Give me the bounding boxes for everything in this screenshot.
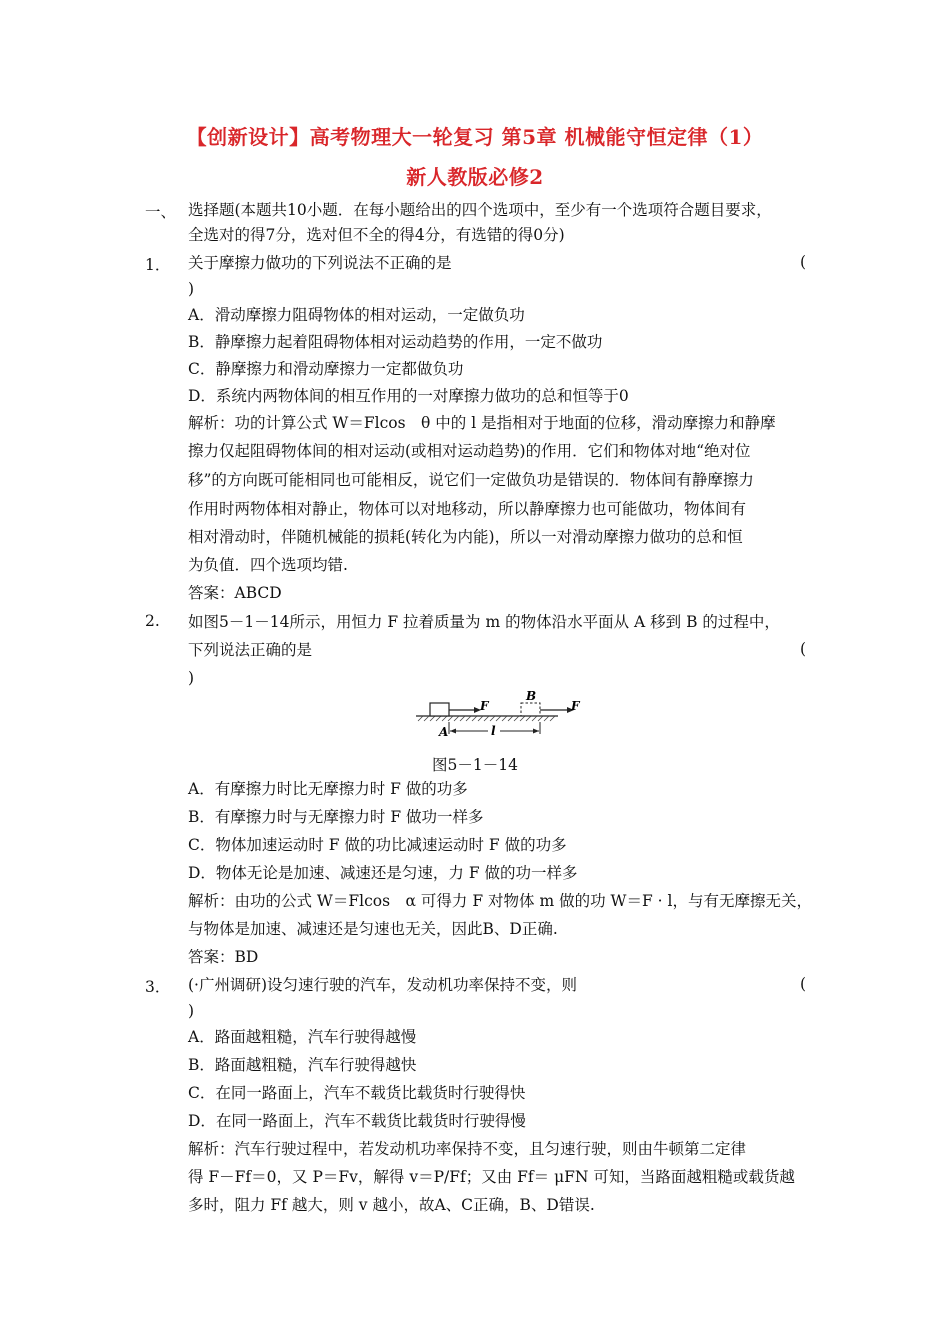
q3-option-c: C．在同一路面上，汽车不载货比载货时行驶得快	[188, 1084, 526, 1102]
document-title-line2: 新人教版必修2	[406, 165, 544, 189]
q2-figure-caption: 图5－1－14	[432, 756, 518, 774]
q1-answer: 答案：ABCD	[188, 584, 282, 602]
section-intro-line1: 选择题(本题共10小题．在每小题给出的四个选项中，至少有一个选项符合题目要求，	[188, 201, 772, 219]
ground-hatching	[418, 716, 555, 721]
q1-analysis-line1: 解析：功的计算公式 W＝Flcos θ 中的 l 是指相对于地面的位移，滑动摩擦力和静摩	[188, 414, 776, 432]
q3-number: 3．	[145, 978, 171, 996]
q3-option-b: B．路面越粗糙，汽车行驶得越快	[188, 1056, 417, 1074]
q3-stem: (·广州调研)设匀速行驶的汽车，发动机功率保持不变，则	[188, 976, 578, 994]
q2-analysis-line2: 与物体是加速、减速还是匀速也无关，因此B、D正确.	[188, 920, 558, 938]
q2-paren-open: (	[800, 640, 807, 658]
q1-option-b: B．静摩擦力起着阻碍物体相对运动趋势的作用，一定不做功	[188, 333, 603, 351]
label-b: B	[526, 689, 537, 703]
q3-analysis-line3: 多时，阻力 Ff 越大，则 v 越小，故A、C正确，B、D错误.	[188, 1196, 595, 1214]
q2-stem-line1: 如图5－1－14所示，用恒力 F 拉着质量为 m 的物体沿水平面从 A 移到 B 的过程中，	[188, 613, 780, 631]
q3-paren-close: )	[188, 1002, 195, 1020]
q1-paren-open: (	[800, 253, 807, 271]
block-at-b	[521, 703, 540, 716]
label-a: A	[439, 725, 449, 739]
q3-option-a: A．路面越粗糙，汽车行驶得越慢	[188, 1028, 417, 1046]
q3-paren-open: (	[800, 975, 807, 993]
section-number: 一、	[145, 203, 177, 221]
displacement-arrow-left	[450, 729, 456, 734]
q1-stem: 关于摩擦力做功的下列说法不正确的是	[188, 254, 452, 272]
q1-analysis-line2: 擦力仅起阻碍物体间的相对运动(或相对运动趋势)的作用．它们和物体对地“绝对位	[188, 442, 751, 460]
q3-option-d: D．在同一路面上，汽车不载货比载货时行驶得慢	[188, 1112, 526, 1130]
q1-paren-close: )	[188, 280, 195, 298]
q2-paren-close: )	[188, 669, 195, 687]
q3-analysis-line1: 解析：汽车行驶过程中，若发动机功率保持不变，且匀速行驶，则由牛顿第二定律	[188, 1140, 747, 1158]
q2-number: 2.	[145, 612, 160, 630]
q2-option-a: A．有摩擦力时比无摩擦力时 F 做的功多	[188, 780, 468, 798]
q1-option-d: D．系统内两物体间的相互作用的一对摩擦力做功的总和恒等于0	[188, 387, 629, 405]
q1-number: 1．	[145, 256, 171, 274]
section-intro-line2: 全选对的得7分，选对但不全的得4分，有选错的得0分)	[188, 226, 565, 244]
q2-option-c: C．物体加速运动时 F 做的功比减速运动时 F 做的功多	[188, 836, 567, 854]
label-l: l	[491, 724, 496, 738]
label-f2: F	[571, 699, 580, 713]
q1-analysis-line6: 为负值．四个选项均错.	[188, 556, 348, 574]
q1-analysis-line5: 相对滑动时，伴随机械能的损耗(转化为内能)，所以一对滑动摩擦力做功的总和恒	[188, 528, 743, 546]
q3-analysis-line2: 得 F－Ff＝0，又 P＝Fv，解得 v＝P/Ff；又由 Ff＝ μFN 可知，当路面越粗糙或载货越	[188, 1168, 795, 1186]
q1-analysis-line3: 移”的方向既可能相同也可能相反，说它们一定做负功是错误的．物体间有静摩擦力	[188, 471, 754, 489]
q2-option-b: B．有摩擦力时与无摩擦力时 F 做功一样多	[188, 808, 484, 826]
q2-option-d: D．物体无论是加速、减速还是匀速，力 F 做的功一样多	[188, 864, 578, 882]
label-f1: F	[480, 699, 489, 713]
q2-figure	[410, 688, 590, 740]
q2-answer: 答案：BD	[188, 948, 259, 966]
q1-option-a: A．滑动摩擦力阻碍物体的相对运动，一定做负功	[188, 306, 525, 324]
q2-analysis-line1: 解析：由功的公式 W＝Flcos α 可得力 F 对物体 m 做的功 W＝F · l，与有无摩擦无关，	[188, 892, 812, 910]
displacement-arrow-right	[533, 729, 539, 734]
q1-option-c: C．静摩擦力和滑动摩擦力一定都做负功	[188, 360, 464, 378]
document-title-line1: 【创新设计】高考物理大一轮复习 第5章 机械能守恒定律（1）	[186, 125, 764, 149]
q1-analysis-line4: 作用时两物体相对静止，物体可以对地移动，所以静摩擦力也可能做功，物体间有	[188, 500, 747, 518]
block-at-a	[430, 703, 449, 716]
q2-stem-line2: 下列说法正确的是	[188, 641, 313, 659]
